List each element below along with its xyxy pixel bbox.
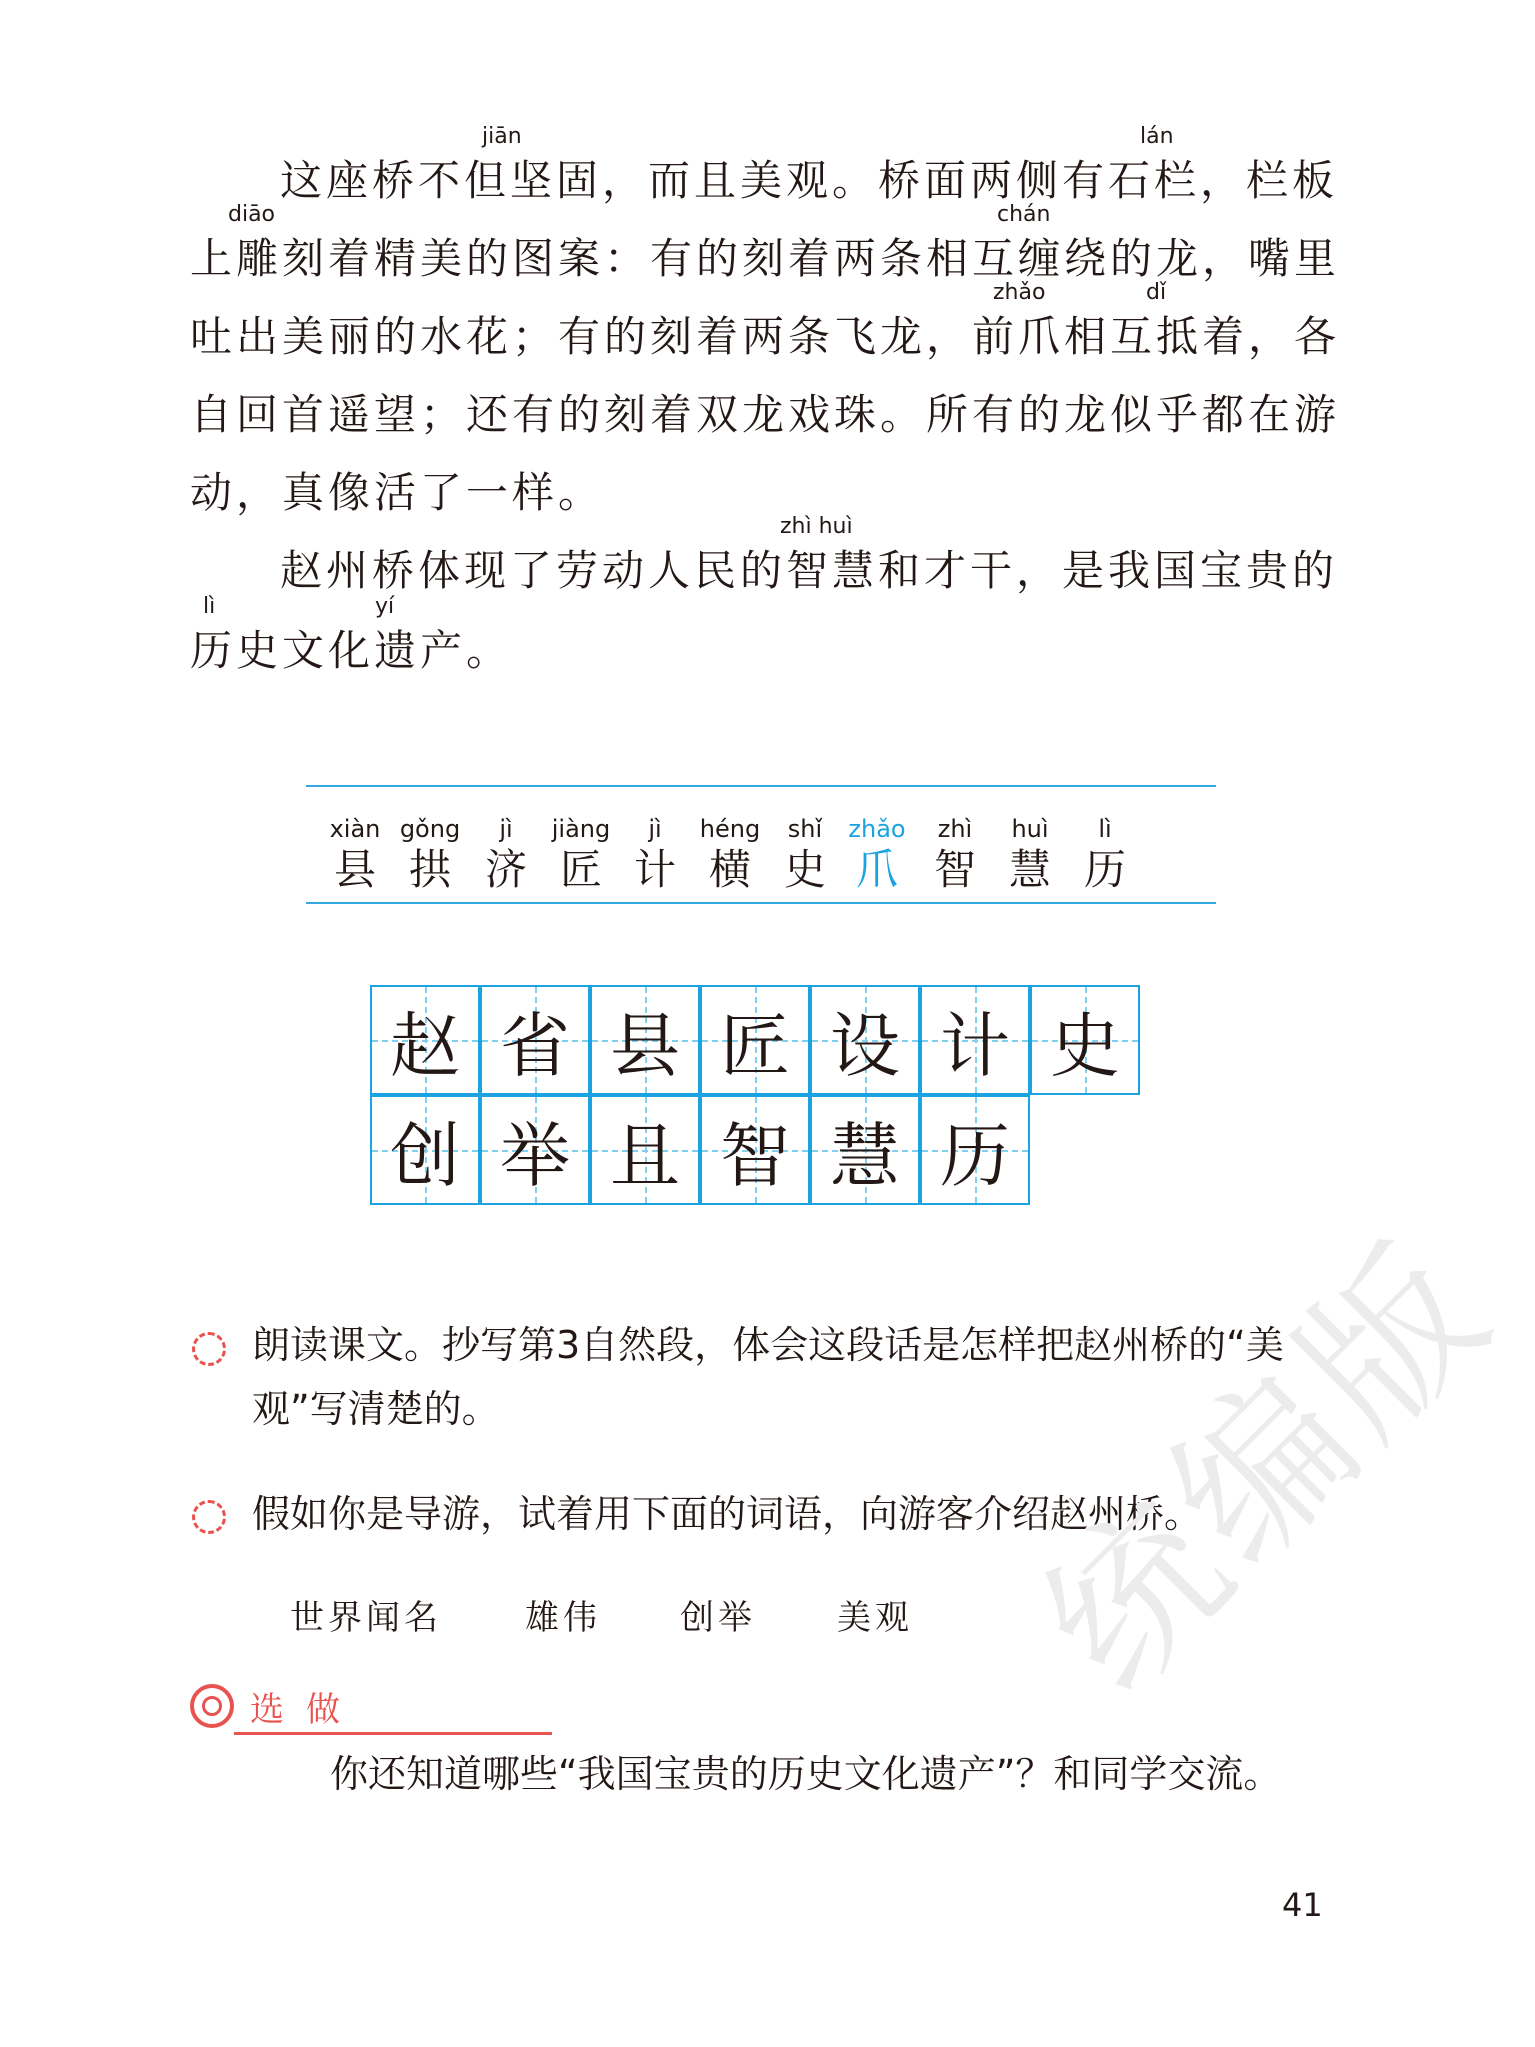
writing-char: 史	[1050, 1004, 1120, 1087]
writing-cell	[370, 1095, 480, 1205]
writing-cell	[810, 1095, 920, 1205]
writing-char: 设	[830, 1004, 900, 1087]
passage-line-2: 上雕刻着精美的图案：有的刻着两条相互缠绕的龙，嘴里	[190, 234, 1341, 283]
recognize-word-pinyin: zhì	[937, 815, 973, 843]
word-strip-top-rule	[306, 785, 1216, 787]
writing-char: 赵	[390, 1004, 460, 1087]
recognize-word	[395, 814, 465, 896]
writing-char: 计	[940, 1004, 1010, 1087]
writing-char: 且	[610, 1114, 680, 1197]
writing-cell	[700, 985, 810, 1095]
passage-line-4: 自回首遥望；还有的刻着双龙戏珠。所有的龙似乎都在游	[190, 390, 1341, 439]
exercise-bullet-icon	[192, 1500, 226, 1534]
word-1: 世界闻名	[290, 1598, 442, 1638]
recognize-word-pinyin: zhǎo	[848, 815, 906, 843]
recognize-word-pinyin: jì	[648, 815, 662, 843]
optional-underline	[234, 1732, 552, 1735]
word-4: 美观	[837, 1598, 913, 1638]
optional-label: 选做	[250, 1690, 362, 1730]
recognize-word-char: 拱	[408, 845, 451, 894]
exercise-bullet-icon	[192, 1332, 226, 1366]
writing-char: 举	[500, 1114, 570, 1197]
writing-cell	[920, 985, 1030, 1095]
writing-cell	[480, 985, 590, 1095]
writing-cell	[590, 985, 700, 1095]
recognize-word	[1070, 814, 1140, 896]
writing-char: 省	[500, 1004, 570, 1087]
page-number: 41	[1282, 1886, 1323, 1924]
pinyin-yi: yí	[375, 594, 395, 619]
pinyin-zhao: zhǎo	[993, 280, 1046, 305]
recognize-word	[546, 814, 616, 896]
pinyin-di: dǐ	[1146, 280, 1167, 305]
recognize-word-pinyin: gǒng	[399, 815, 461, 843]
writing-char: 慧	[830, 1114, 900, 1197]
writing-char: 匠	[720, 1004, 790, 1087]
recognize-word	[695, 814, 765, 896]
word-2: 雄伟	[525, 1598, 601, 1638]
recognize-word-pinyin: jì	[499, 815, 513, 843]
pinyin-li: lì	[203, 594, 216, 619]
optional-icon	[190, 1684, 234, 1728]
exercise-2-text: 假如你是导游，试着用下面的词语，向游客介绍赵州桥。	[252, 1492, 1203, 1536]
recognize-word-char: 横	[708, 845, 751, 894]
writing-char: 智	[720, 1114, 790, 1197]
writing-char: 县	[610, 1004, 680, 1087]
recognize-word-pinyin: héng	[699, 815, 761, 843]
writing-cell	[700, 1095, 810, 1205]
recognize-word-char: 计	[633, 845, 676, 894]
recognize-word-pinyin: shǐ	[787, 815, 823, 843]
passage-line-7: 历史文化遗产。	[190, 626, 513, 675]
pinyin-diao: diāo	[228, 202, 276, 227]
recognize-word	[995, 814, 1065, 896]
optional-text: 你还知道哪些“我国宝贵的历史文化遗产”？和同学交流。	[330, 1752, 1282, 1796]
recognize-word-char: 济	[484, 845, 527, 894]
recognize-word	[842, 814, 912, 896]
recognize-word-char: 史	[783, 845, 826, 894]
recognize-word	[320, 814, 390, 896]
recognize-word	[920, 814, 990, 896]
recognize-word-pinyin: huì	[1011, 815, 1049, 843]
writing-cell	[590, 1095, 700, 1205]
word-3: 创举	[680, 1598, 756, 1638]
recognize-word-char: 匠	[559, 845, 602, 894]
writing-cell	[1030, 985, 1140, 1095]
recognize-word	[770, 814, 840, 896]
recognize-word-char: 爪	[855, 845, 898, 894]
writing-char: 历	[940, 1114, 1010, 1197]
pinyin-chan: chán	[997, 202, 1051, 227]
recognize-word	[471, 814, 541, 896]
passage-line-6: 赵州桥体现了劳动人民的智慧和才干，是我国宝贵的	[280, 546, 1339, 595]
writing-cell	[480, 1095, 590, 1205]
recognize-word-char: 历	[1083, 845, 1126, 894]
recognize-word-char: 县	[333, 845, 376, 894]
recognize-word-char: 慧	[1008, 845, 1051, 894]
recognize-word-pinyin: xiàn	[329, 815, 381, 843]
recognize-word-char: 智	[933, 845, 976, 894]
pinyin-zhihui: zhì huì	[780, 514, 853, 539]
recognize-word-pinyin: lì	[1098, 815, 1112, 843]
pinyin-lan: lán	[1140, 124, 1174, 149]
passage-line-5: 动，真像活了一样。	[190, 468, 605, 517]
writing-char: 创	[390, 1114, 460, 1197]
watermark: 统编版	[1007, 1205, 1530, 1728]
passage-line-3: 吐出美丽的水花；有的刻着两条飞龙，前爪相互抵着，各	[190, 312, 1341, 361]
exercise-1-line-2: 观”写清楚的。	[252, 1387, 500, 1431]
writing-cell	[920, 1095, 1030, 1205]
writing-cell	[370, 985, 480, 1095]
recognize-word	[620, 814, 690, 896]
passage-line-1: 这座桥不但坚固，而且美观。桥面两侧有石栏，栏板	[280, 156, 1339, 205]
exercise-1-line-1: 朗读课文。抄写第3自然段，体会这段话是怎样把赵州桥的“美	[252, 1323, 1284, 1367]
recognize-word-pinyin: jiàng	[551, 815, 611, 843]
pinyin-jian: jiān	[482, 124, 522, 149]
word-strip-bottom-rule	[306, 902, 1216, 904]
writing-cell	[810, 985, 920, 1095]
